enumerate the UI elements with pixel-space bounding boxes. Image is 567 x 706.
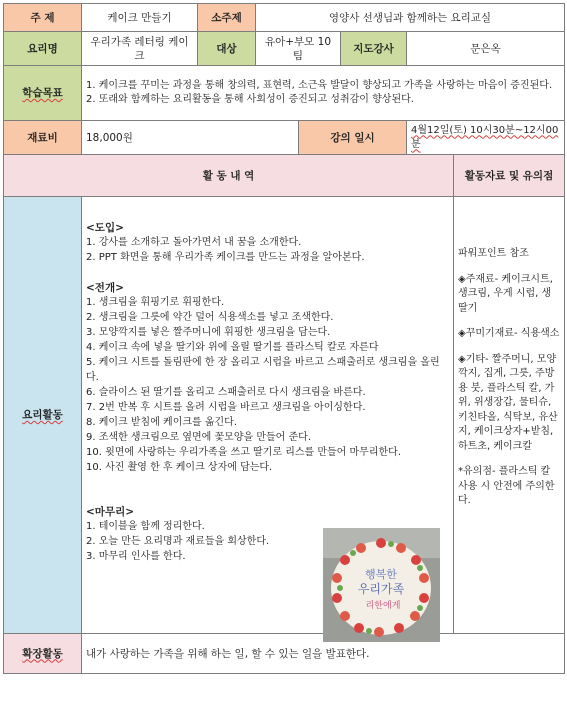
dev-step: 9. 조색한 생크림으로 옆면에 꽃모양을 만들어 준다. <box>86 432 311 443</box>
info-row <box>4 32 565 66</box>
note-other-materials: ◈기타- 짤주머니, 모양깍지, 집게, 그릇, 주방용 붓, 플라스틱 칼, 가위, 위생장갑, 물티슈, 키친타올, 식탁보, 유산지, 케이크상자+받침, 하트초, 케이크칼 <box>458 353 558 452</box>
closing-step: 3. 마무리 인사를 한다. <box>86 551 186 562</box>
cost-label: 재료비 <box>4 121 82 155</box>
date-label: 강의 일시 <box>299 121 407 155</box>
dev-title: <전개> <box>86 282 124 294</box>
subtopic-label: 소주제 <box>198 4 256 32</box>
topic-row <box>4 4 565 32</box>
lesson-plan-sheet <box>3 3 564 703</box>
date-value <box>407 121 565 155</box>
cake-text-line2: 우리가족 <box>357 582 405 596</box>
dev-step: 2. 생크림을 그릇에 약간 덜어 식용색소를 넣고 조색한다. <box>86 312 334 323</box>
dev-step: 10. 사진 촬영 한 후 케이크 상자에 담는다. <box>86 462 273 473</box>
goals-content <box>82 66 565 121</box>
cake-text-line1: 행복한 <box>365 569 397 581</box>
dev-step: 7. 2번 반복 후 시트를 올려 시럽을 바르고 생크림을 아이싱한다. <box>86 402 366 413</box>
dev-step: 5. 케이크 시트를 돌림판에 한 장 올리고 시럽을 바르고 스패출러로 생크림을 올린다. <box>86 357 440 383</box>
intro-step: 2. PPT 화면을 통해 우리가족 케이크를 만드는 과정을 알아본다. <box>86 252 365 263</box>
note-decor-materials: ◈꾸미기재료- 식용색소 <box>458 328 560 339</box>
dev-step: 8. 케이크 받침에 케이크를 옮긴다. <box>86 417 238 428</box>
extension-label-text: 확장활동 <box>22 647 63 660</box>
dev-step: 1. 생크림을 휘핑기로 휘핑한다. <box>86 297 225 308</box>
date-value-text: 4월12일(토) 10시30분~12시00분 <box>411 124 559 150</box>
lesson-plan-table <box>3 3 565 674</box>
extension-label <box>4 634 82 674</box>
dish-value: 우리가족 레터링 케이크 <box>82 32 198 66</box>
cooking-row <box>4 197 565 634</box>
instructor-value: 문은옥 <box>407 32 565 66</box>
goals-label <box>4 66 82 121</box>
instructor-label: 지도강사 <box>341 32 407 66</box>
goal-line-2: 2. 또래와 함께하는 요리활동을 통해 사회성이 증진되고 성취감이 향상된다. <box>86 94 414 105</box>
activity-content-header: 활 동 내 역 <box>4 155 454 197</box>
topic-value: 케이크 만들기 <box>82 4 198 32</box>
intro-step: 1. 강사를 소개하고 돌아가면서 내 꿈을 소개한다. <box>86 237 302 248</box>
goals-label-text: 학습목표 <box>22 87 63 99</box>
intro-title: <도입> <box>86 222 124 234</box>
extension-value: 내가 사랑하는 가족을 위해 하는 일, 할 수 있는 일을 발표한다. <box>82 634 565 674</box>
cooking-label-text: 요리활동 <box>22 409 63 421</box>
cost-row <box>4 121 565 155</box>
topic-label: 주 제 <box>4 4 82 32</box>
dev-step: 10. 윗면에 사랑하는 우리가족을 쓰고 딸기로 리스를 만들어 마무리한다. <box>86 447 401 458</box>
closing-step: 1. 테이블을 함께 정리한다. <box>86 521 205 532</box>
closing-step: 2. 오늘 만든 요리명과 재료들을 회상한다. <box>86 536 270 547</box>
dev-step: 4. 케이크 속에 넣을 딸기와 위에 올릴 딸기를 플라스틱 칼로 자른다 <box>86 342 379 353</box>
note-caution: *유의점- 플라스틱 칼 사용 시 안전에 주의한다. <box>458 466 555 506</box>
dish-label: 요리명 <box>4 32 82 66</box>
cake-photo <box>323 528 440 642</box>
goal-line-1: 1. 케이크를 꾸미는 과정을 통해 창의력, 표현력, 소근육 발달이 향상되고 가족을 사랑하는 마음이 증진된다. <box>86 80 553 91</box>
dev-step: 3. 모양깍지를 넣은 짤주머니에 휘핑한 생크림을 담는다. <box>86 327 331 338</box>
cake-photo-image <box>323 528 440 642</box>
dev-step: 6. 슬라이스 된 딸기를 올리고 스패출러로 다시 생크림을 바른다. <box>86 387 366 398</box>
note-ppt: 파워포인트 참조 <box>458 248 529 259</box>
subtopic-value: 영양사 선생님과 함께하는 요리교실 <box>256 4 565 32</box>
extension-row <box>4 634 565 674</box>
closing-title: <마무리> <box>86 506 135 518</box>
notes-content <box>454 197 565 634</box>
note-main-materials: ◈주재료- 케이크시트, 생크림, 우게 시럽, 생딸기 <box>458 273 553 314</box>
cooking-label <box>4 197 82 634</box>
cost-value: 18,000원 <box>82 121 299 155</box>
activity-header-row <box>4 155 565 197</box>
activity-notes-header: 활동자료 및 유의점 <box>454 155 565 197</box>
goals-row <box>4 66 565 121</box>
target-value: 유아+부모 10팀 <box>256 32 341 66</box>
cake-text-line3: 리한에게 <box>365 600 401 610</box>
target-label: 대상 <box>198 32 256 66</box>
